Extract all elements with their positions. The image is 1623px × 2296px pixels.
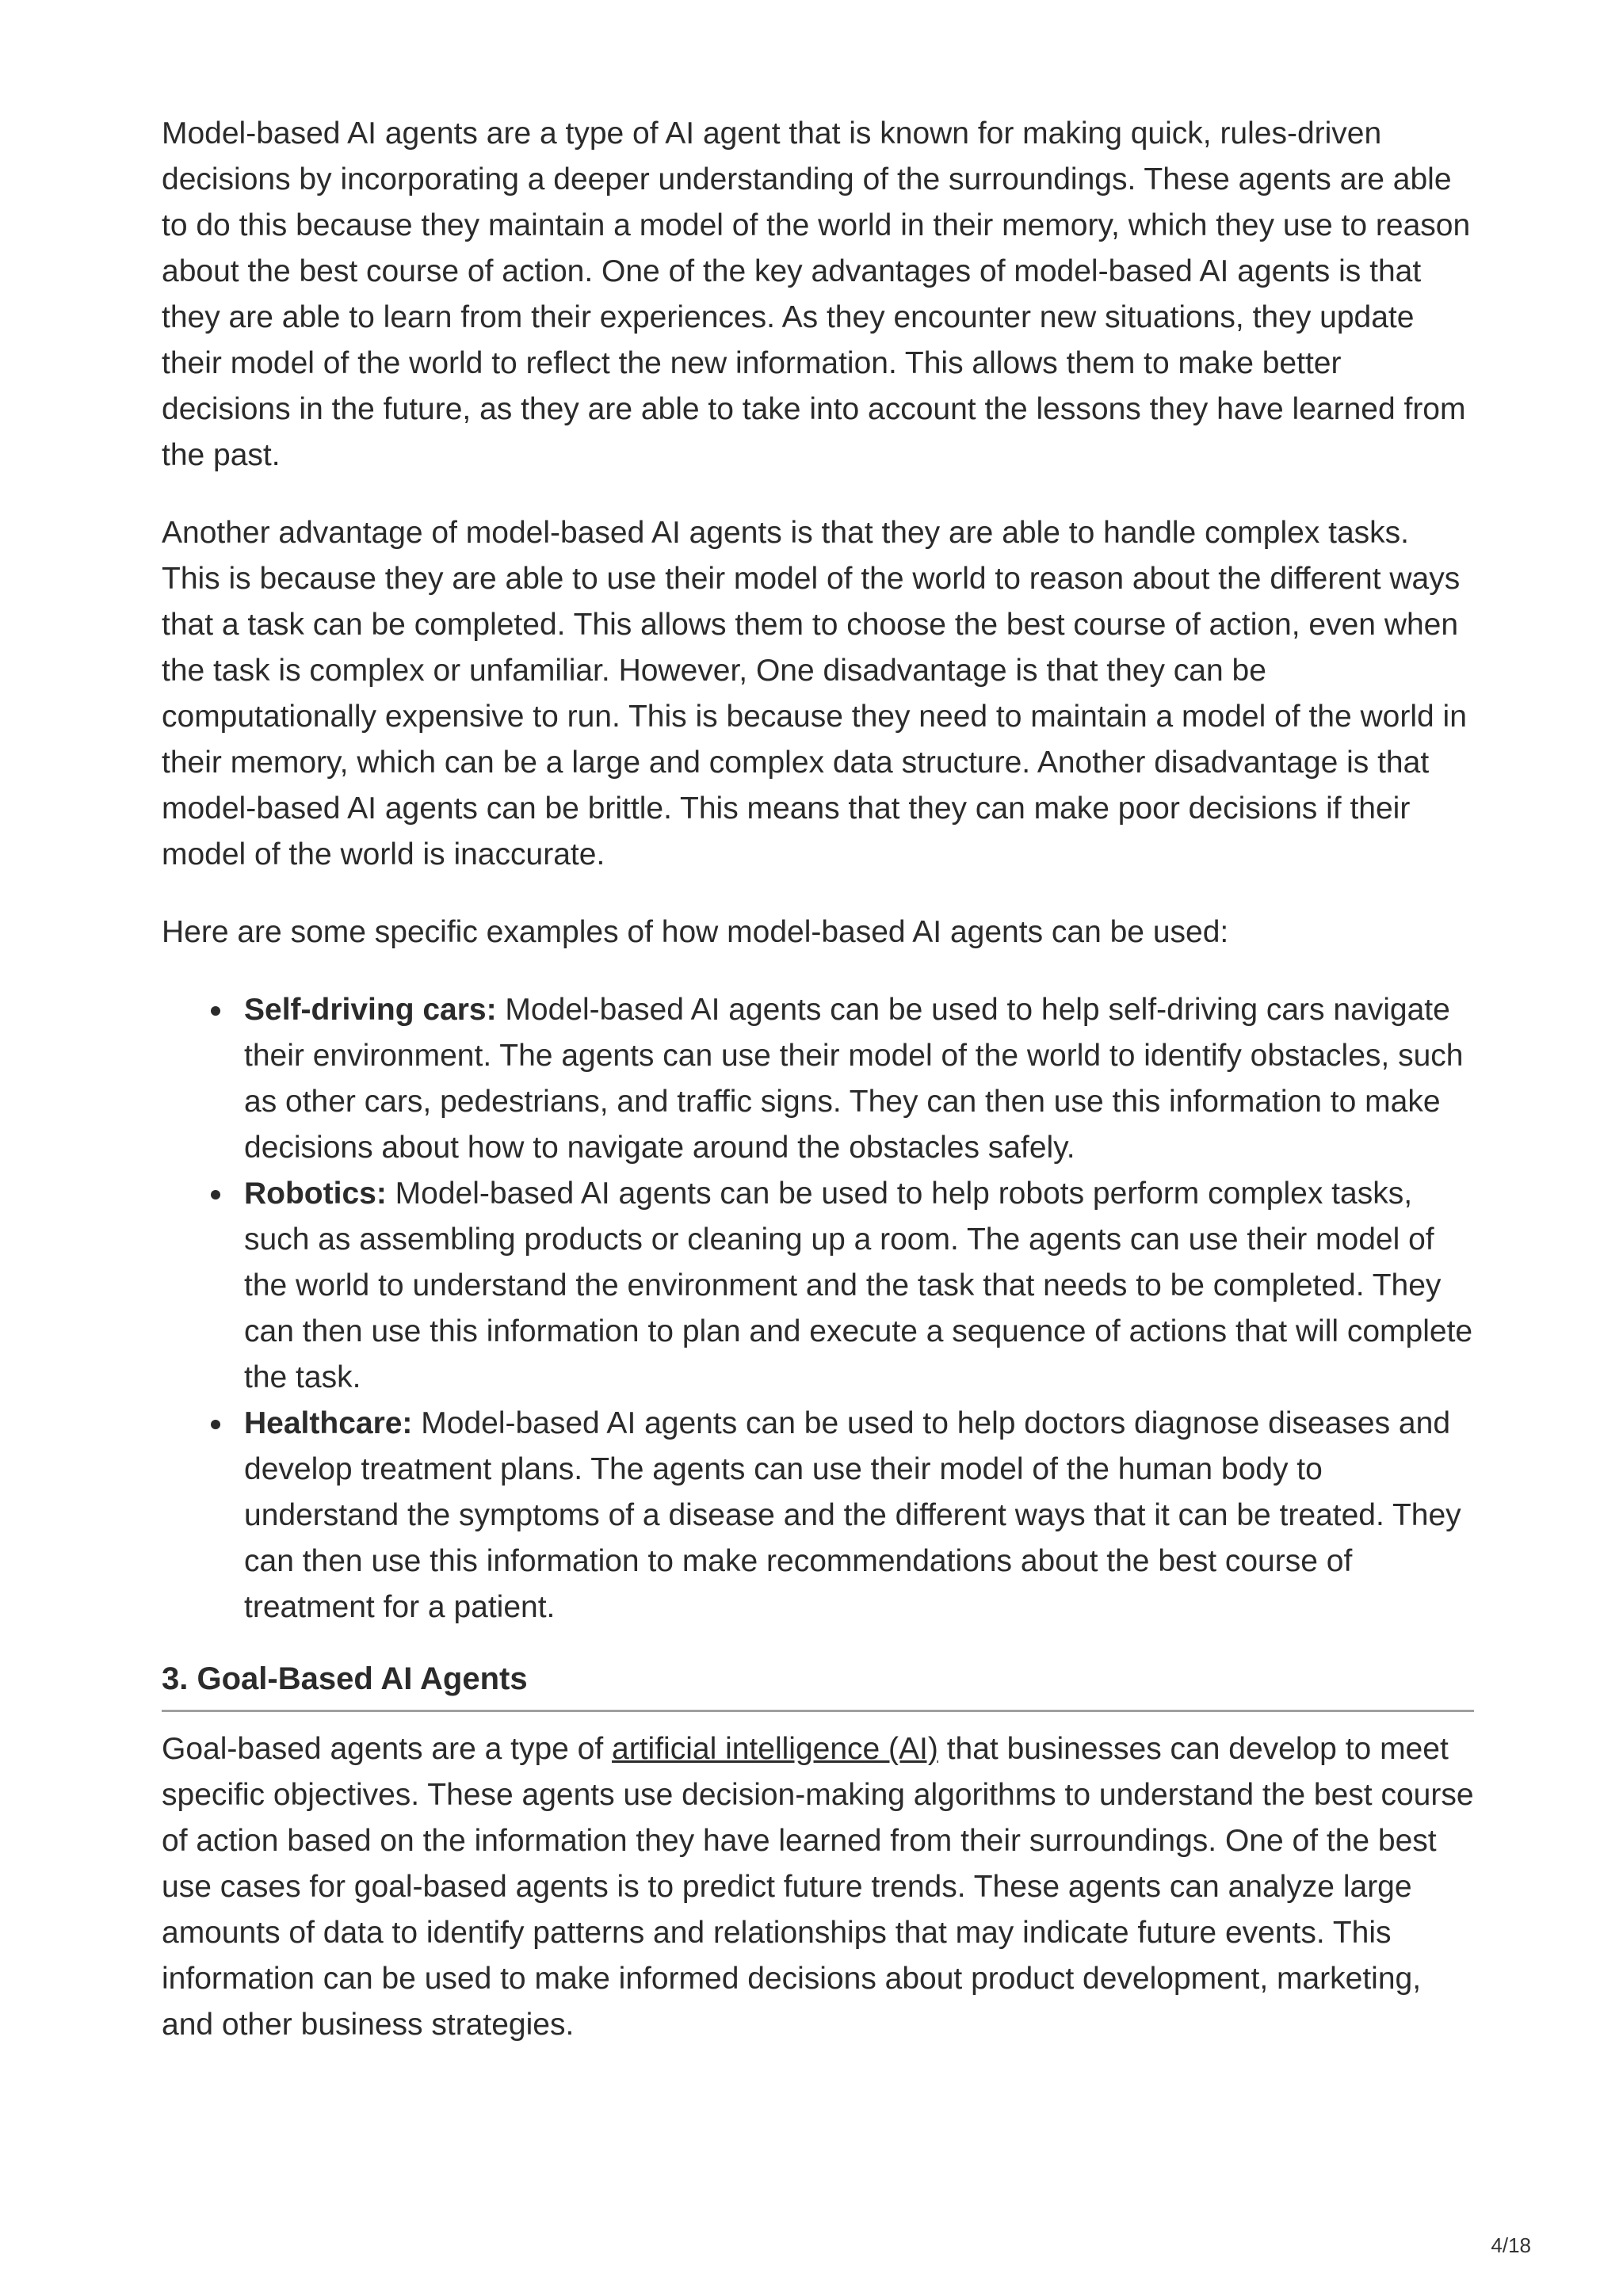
paragraph-examples-intro: Here are some specific examples of how model-based AI agents can be used: <box>162 915 1229 949</box>
paragraph-goal-based-intro <box>162 1726 1474 2048</box>
section-heading-goal-based: 3. Goal-Based AI Agents <box>162 1656 1474 1712</box>
list-item-text: Model-based AI agents can be used to help robots perform complex tasks, such as assembling products or cleaning up a room. The agents can use their model of the world to understand the environment and the task that needs to be completed. They can then use this information to plan and execute a sequence of actions that will complete the task. <box>244 1177 1473 1394</box>
list-item-self-driving <box>244 987 1474 1171</box>
list-item-term: Healthcare: <box>244 1406 413 1440</box>
examples-list <box>162 987 1474 1630</box>
list-item-term: Self-driving cars: <box>244 993 497 1027</box>
page-number: 4/18 <box>1491 2233 1531 2257</box>
list-item-text: Model-based AI agents can be used to help self-driving cars navigate their environment. The agents can use their model of the world to identify obstacles, such as other cars, pedestrians, and traffic signs. They can then use this information to make decisions about how to navigate around the obstacles safely. <box>244 993 1464 1165</box>
paragraph-text-after-link: that businesses can develop to meet specific objectives. These agents use decision-making algorithms to understand the best course of action based on the information they have learned from their surroundings. One of the best use cases for goal-based agents is to predict future trends. These agents can analyze large amounts of data to identify patterns and relationships that may indicate future events. This information can be used to make informed decisions about product development, marketing, and other business strategies. <box>162 1732 1474 2042</box>
paragraph-model-based-intro: Model-based AI agents are a type of AI agent that is known for making quick, rules-driven decisions by incorporating a deeper understanding of the surroundings. These agents are able to do this because they maintain a model of the world in their memory, which they use to reason about the best course of action. One of the key advantages of model-based AI agents is that they are able to learn from their experiences. As they encounter new situations, they update their model of the world to reflect the new information. This allows them to make better decisions in the future, as they are able to take into account the lessons they have learned from the past. <box>162 116 1471 472</box>
list-item-text: Model-based AI agents can be used to help doctors diagnose diseases and develop treatment plans. The agents can use their model of the human body to understand the symptoms of a disease and the different ways that it can be treated. They can then use this information to make recommendations about the best course of treatment for a patient. <box>244 1406 1461 1624</box>
list-item-healthcare <box>244 1401 1474 1630</box>
list-item-robotics <box>244 1171 1474 1401</box>
paragraph-text-before-link: Goal-based agents are a type of <box>162 1732 613 1766</box>
paragraph-model-based-advantages: Another advantage of model-based AI agents is that they are able to handle complex tasks. This is because they are able to use their model of the world to reason about the different ways that a task can be completed. This allows them to choose the best course of action, even when the task is complex or unfamiliar. However, One disadvantage is that they can be computationally expensive to run. This is because they need to maintain a model of the world in their memory, which can be a large and complex data structure. Another disadvantage is that model-based AI agents can be brittle. This means that they can make poor decisions if their model of the world is inaccurate. <box>162 516 1467 871</box>
artificial-intelligence-link[interactable]: artificial intelligence (AI) <box>612 1732 938 1766</box>
list-item-term: Robotics: <box>244 1177 387 1211</box>
document-body <box>162 111 1474 2080</box>
